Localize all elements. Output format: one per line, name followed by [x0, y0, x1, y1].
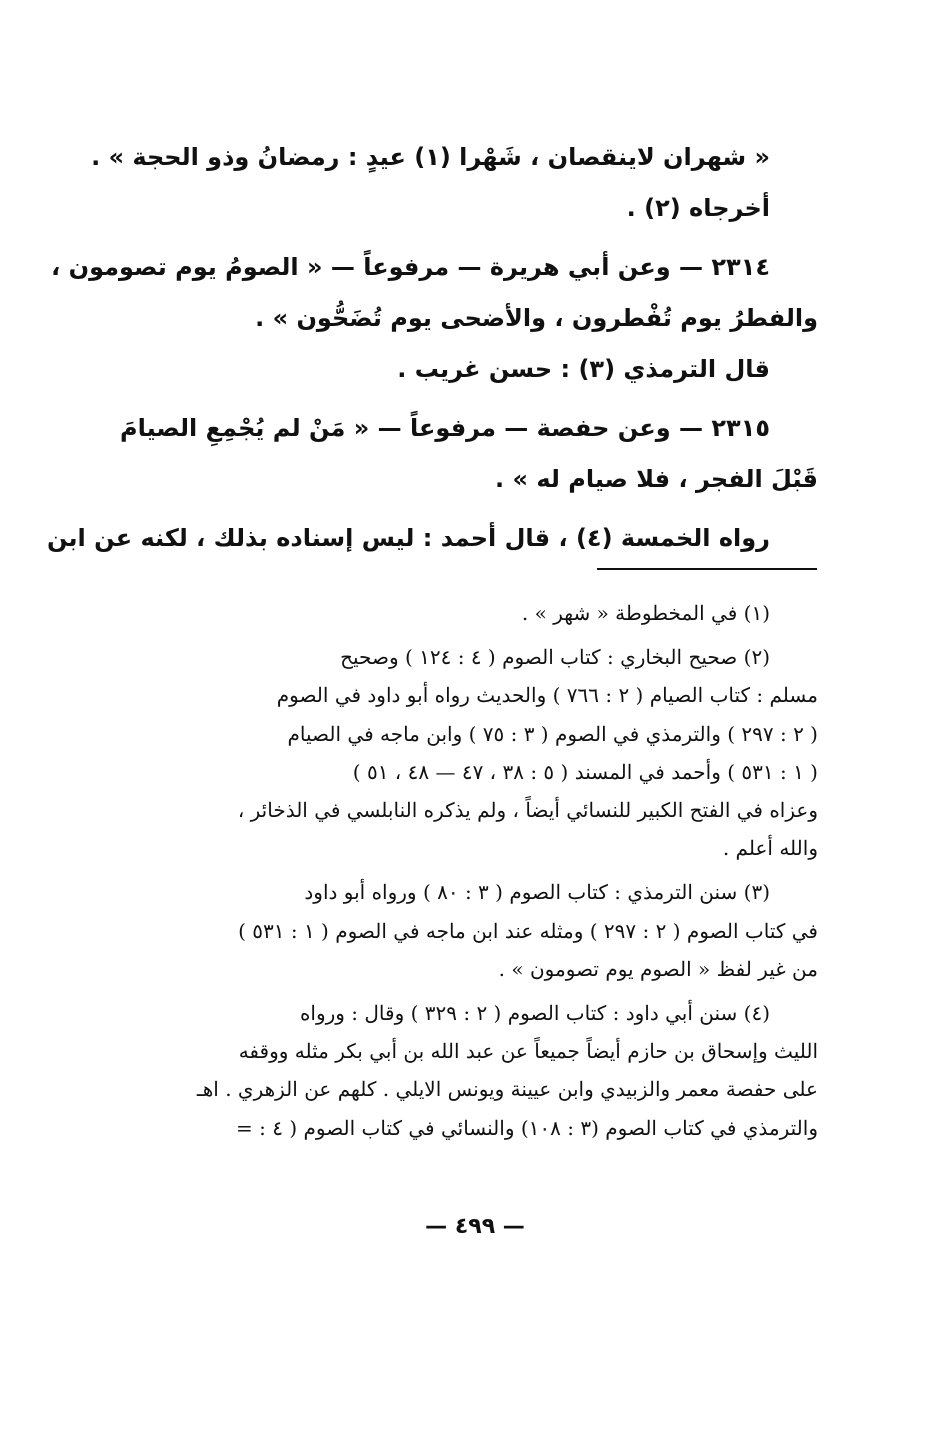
hadith-2315-line-2: قَبْلَ الفجر ، فلا صيام له » . — [495, 465, 818, 493]
footnote-2-line-5: وعزاه في الفتح الكبير للنسائي أيضاً ، ولم يذكره النابلسي في الذخائر ، — [237, 798, 818, 823]
footnote-2-line-2: مسلم : كتاب الصيام ( ٢ : ٧٦٦ ) والحديث رواه أبو داود في الصوم — [276, 683, 818, 708]
main-line-1: « شهران لاينقصان ، شَهْرا (١) عيدٍ : رمضانُ وذو الحجة » . — [91, 143, 770, 171]
hadith-2315-line-1: ٢٣١٥ — وعن حفصة — مرفوعاً — « مَنْ لم يُجْمِعِ الصيامَ — [119, 414, 770, 442]
footnote-4-line-2: الليث وإسحاق بن حازم أيضاً جميعاً عن عبد الله بن أبي بكر مثله ووقفه — [238, 1039, 818, 1064]
main-text — [46, 132, 818, 564]
footnote-3-line-3: من غير لفظ « الصوم يوم تصومون » . — [498, 956, 818, 981]
footnote-1: (١) في المخطوطة « شهر » . — [521, 601, 770, 625]
footnote-2-line-3: ( ٢ : ٢٩٧ ) والترمذي في الصوم ( ٣ : ٧٥ ) وابن ماجه في الصيام — [287, 721, 818, 746]
main-line-8: رواه الخمسة (٤) ، قال أحمد : ليس إسناده بذلك ، لكنه عن ابن — [46, 524, 770, 552]
footnote-2-line-1: (٢) صحيح البخاري : كتاب الصوم ( ٤ : ١٢٤ ) وصحيح — [340, 645, 770, 670]
footnote-3-line-1: (٣) سنن الترمذي : كتاب الصوم ( ٣ : ٨٠ ) ورواه أبو داود — [304, 880, 770, 905]
footnote-4-line-1: (٤) سنن أبي داود : كتاب الصوم ( ٢ : ٣٢٩ ) وقال : ورواه — [299, 1001, 770, 1026]
footnote-2-line-4: ( ١ : ٥٣١ ) وأحمد في المسند ( ٥ : ٣٨ ، ٤٧ — ٤٨ ، ٥١ ) — [352, 759, 818, 784]
tirmidhi-grading: قال الترمذي (٣) : حسن غريب . — [397, 355, 770, 383]
footnote-3-line-2: في كتاب الصوم ( ٢ : ٢٩٧ ) ومثله عند ابن ماجه في الصوم ( ١ : ٥٣١ ) — [238, 918, 818, 943]
footnote-4-line-4: والترمذي في كتاب الصوم (٣ : ١٠٨) والنسائي في كتاب الصوم ( ٤ : = — [236, 1115, 818, 1140]
main-line-2: أخرجاه (٢) . — [626, 194, 770, 222]
hadith-2314-line-1: ٢٣١٤ — وعن أبي هريرة — مرفوعاً — « الصومُ يوم تصومون ، — [51, 253, 770, 281]
hadith-2314-line-2: والفطرُ يوم تُفْطرون ، والأضحى يوم تُضَحُّون » . — [255, 304, 818, 332]
footnote-2-line-6: والله أعلم . — [722, 836, 818, 861]
footnotes — [150, 594, 818, 1147]
footnote-4-line-3: على حفصة معمر والزبيدي وابن عيينة ويونس الايلي . كلهم عن الزهري . اهـ — [196, 1077, 818, 1102]
page-number: — ٤٩٩ — — [425, 1214, 525, 1239]
footnote-separator — [597, 568, 817, 570]
